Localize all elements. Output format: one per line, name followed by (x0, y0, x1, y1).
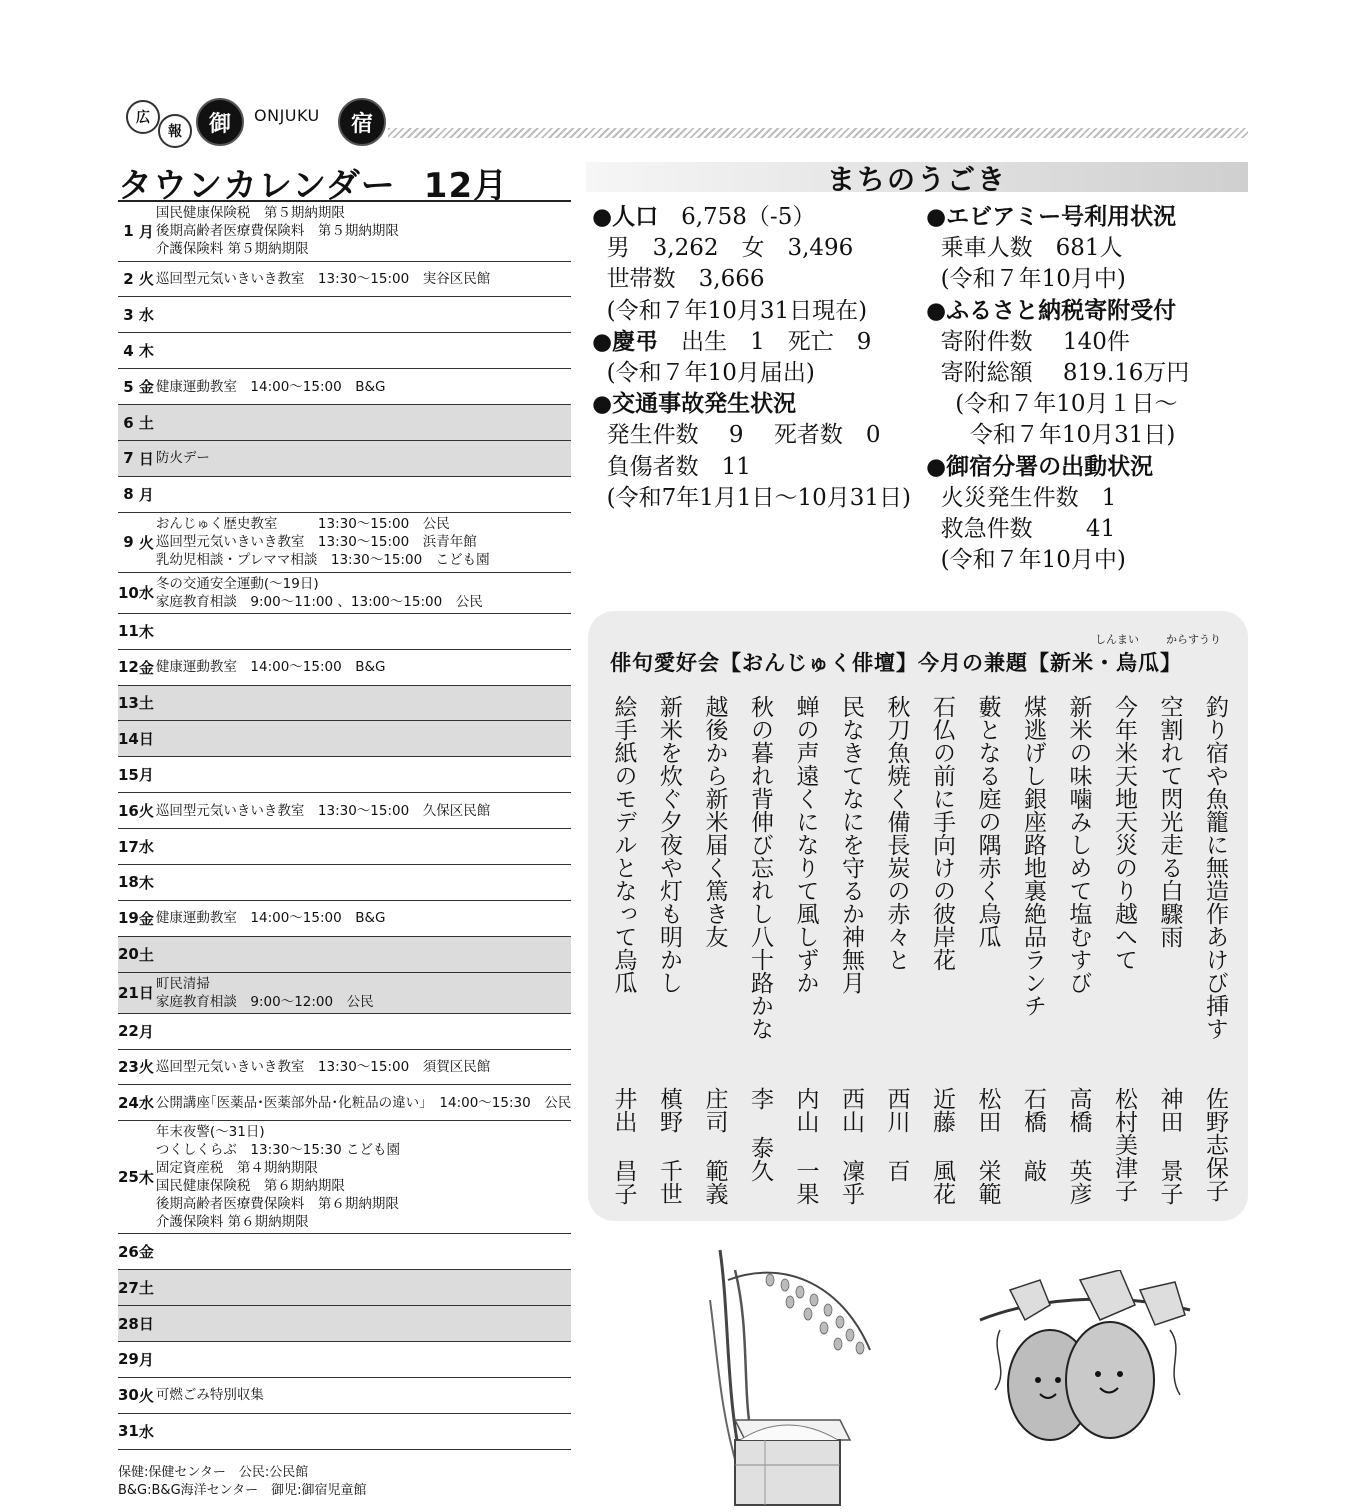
calendar-day: 7 (118, 440, 139, 476)
haiku-author: 佐野志保子 (1202, 1087, 1228, 1202)
calendar-weekday: 水 (139, 1413, 154, 1449)
haiku-author: 庄司 範義 (701, 1087, 728, 1205)
calendar-events: 公開講座｢医薬品･医薬部外品･化粧品の違い｣ 14:00～15:30 公民 (154, 1085, 571, 1121)
rice-illustration (690, 1240, 890, 1510)
haiku-poem: 越後から新米届く篤き友 (701, 695, 728, 948)
calendar-day: 26 (118, 1234, 139, 1270)
movement-value: 乗車人数 681人 (926, 235, 1123, 262)
calendar-row (118, 793, 571, 829)
header-hatch (388, 128, 1248, 138)
movement-line (926, 358, 1189, 389)
movement-line (592, 389, 911, 420)
movement-heading: ●エビアミー号利用状況 (926, 204, 1177, 230)
calendar-events: 町民清掃 家庭教育相談 9:00～12:00 公民 (154, 972, 571, 1013)
movement-heading: ●ふるさと納税寄附受付 (926, 297, 1177, 324)
calendar-day: 9 (118, 512, 139, 572)
calendar-month: 12月 (423, 166, 509, 206)
calendar-row (118, 972, 571, 1013)
movement-left-column (592, 202, 911, 514)
calendar-weekday: 水 (139, 572, 154, 613)
haiku-poem: 蝉の声遠くになりて風しずか (792, 695, 819, 994)
calendar-weekday: 土 (139, 936, 154, 972)
calendar-row (118, 900, 571, 936)
calendar-weekday: 金 (139, 369, 154, 405)
movement-line (926, 452, 1189, 483)
calendar-weekday: 火 (139, 1049, 154, 1085)
movement-value: (令和７年10月１日～ (926, 391, 1178, 418)
calendar-day: 18 (118, 864, 139, 900)
calendar-events (154, 1413, 571, 1449)
movement-value: (令和7年1月1日～10月31日) (592, 484, 912, 511)
calendar-events (154, 405, 571, 441)
calendar-weekday: 水 (139, 297, 154, 333)
haiku-author: 松村美津子 (1111, 1087, 1137, 1202)
movement-value: 負傷者数 11 (592, 453, 751, 480)
calendar-events (154, 1306, 571, 1342)
calendar-weekday: 月 (139, 1013, 154, 1049)
calendar-day: 8 (118, 476, 139, 512)
movement-line (592, 264, 911, 295)
haiku-author: 槙野 千世 (656, 1087, 682, 1205)
calendar-day: 30 (118, 1377, 139, 1413)
calendar-day: 1 (118, 201, 139, 261)
movement-value: 救急件数 41 (926, 516, 1116, 543)
calendar-row (118, 1341, 571, 1377)
calendar-weekday: 月 (139, 757, 154, 793)
haiku-author: 井出 昌子 (610, 1087, 637, 1205)
movement-line (926, 514, 1189, 545)
movement-line (926, 264, 1189, 295)
calendar-title-text: タウンカレンダー (118, 166, 396, 206)
calendar-weekday: 土 (139, 405, 154, 441)
calendar-events: 健康運動教室 14:00～15:00 B&G (154, 900, 571, 936)
haiku-ruby-shinmai: しんまい (1095, 633, 1139, 646)
calendar-weekday: 土 (139, 685, 154, 721)
calendar-day: 10 (118, 572, 139, 613)
calendar-row (118, 1377, 571, 1413)
calendar-day: 31 (118, 1413, 139, 1449)
calendar-row (118, 1049, 571, 1085)
movement-line (926, 545, 1189, 576)
calendar-weekday: 金 (139, 900, 154, 936)
haiku-author: 西川 百 (883, 1087, 910, 1182)
movement-line (592, 483, 911, 514)
haiku-author: 近藤 風花 (929, 1087, 955, 1205)
calendar-events (154, 297, 571, 333)
calendar-row (118, 1234, 571, 1270)
calendar-day: 28 (118, 1306, 139, 1342)
calendar-day: 21 (118, 972, 139, 1013)
haiku-poem: 秋の暮れ背伸び忘れし八十路かな (747, 695, 773, 1040)
calendar-events (154, 1341, 571, 1377)
haiku-author: 高橋 英彦 (1065, 1087, 1092, 1205)
calendar-weekday: 金 (139, 1234, 154, 1270)
calendar-day: 6 (118, 405, 139, 441)
calendar-day: 5 (118, 369, 139, 405)
calendar-events (154, 1234, 571, 1270)
calendar-weekday: 月 (139, 1341, 154, 1377)
calendar-row (118, 297, 571, 333)
calendar-events: 巡回型元気いきいき教室 13:30～15:00 久保区民館 (154, 793, 571, 829)
calendar-row (118, 369, 571, 405)
haiku-ruby-karasuuri: からすうり (1166, 633, 1221, 646)
haiku-poem: 民なきてなにを守るか神無月 (838, 695, 864, 994)
movement-line (926, 202, 1189, 233)
header-logo-on: 御 (196, 98, 244, 146)
calendar-day: 12 (118, 649, 139, 685)
header-koho-1: 広 (126, 100, 160, 134)
haiku-poem: 新米を炊ぐ夕夜や灯も明かし (656, 695, 682, 994)
calendar-footnote: 保健:保健センター 公民:公民館 B&G:B&G海洋センター 御児:御宿児童館 (118, 1465, 367, 1498)
header-logo-juku: 宿 (338, 98, 386, 146)
calendar-day: 23 (118, 1049, 139, 1085)
calendar-events: 可燃ごみ特別収集 (154, 1377, 571, 1413)
movement-value: 火災発生件数 1 (926, 484, 1117, 511)
calendar-weekday: 水 (139, 1085, 154, 1121)
calendar-day: 25 (118, 1121, 139, 1234)
calendar-row (118, 829, 571, 865)
haiku-poem: 釣り宿や魚籠に無造作あけび挿す (1202, 695, 1228, 1040)
calendar-events: 国民健康保険税 第５期納期限 後期高齢者医療費保険料 第５期納期限 介護保険料 第５期納期限 (154, 201, 571, 261)
movement-heading: ●御宿分署の出動状況 (926, 453, 1154, 480)
calendar-events (154, 721, 571, 757)
haiku-author: 李 泰久 (747, 1087, 773, 1182)
calendar-day: 19 (118, 900, 139, 936)
movement-value: 世帯数 3,666 (592, 266, 765, 293)
calendar-day: 4 (118, 333, 139, 369)
movement-line (592, 452, 911, 483)
calendar-events (154, 476, 571, 512)
calendar-weekday: 日 (139, 1306, 154, 1342)
movement-line (592, 296, 911, 327)
calendar-day: 27 (118, 1270, 139, 1306)
header-en: ONJUKU (254, 106, 320, 125)
movement-value: (令和７年10月31日現在) (592, 297, 868, 324)
calendar-events (154, 333, 571, 369)
calendar-events: 健康運動教室 14:00～15:00 B&G (154, 649, 571, 685)
haiku-author: 松田 栄範 (974, 1087, 1001, 1205)
haiku-title: 俳句愛好会【おんじゅく俳壇】今月の兼題【新米・烏瓜】 (610, 651, 1182, 675)
calendar-row (118, 201, 571, 261)
calendar-row (118, 1013, 571, 1049)
haiku-poem: 新米の味噛みしめて塩むすび (1065, 695, 1092, 994)
movement-value: 発生件数 9 死者数 0 (592, 422, 881, 449)
calendar-events: 防火デー (154, 440, 571, 476)
calendar-day: 2 (118, 261, 139, 297)
calendar-events: おんじゅく歴史教室 13:30～15:00 公民 巡回型元気いきいき教室 13:30～15:00 浜青年館 乳幼児相談・プレママ相談 13:30～15:00 こども園 (154, 512, 571, 572)
calendar-events: 冬の交通安全運動(～19日) 家庭教育相談 9:00～11:00 、13:00～15:00 公民 (154, 572, 571, 613)
calendar-day: 13 (118, 685, 139, 721)
movement-line (592, 202, 911, 233)
movement-line (592, 327, 911, 358)
calendar-row (118, 512, 571, 572)
calendar-table (118, 200, 571, 1450)
calendar-day: 3 (118, 297, 139, 333)
calendar-row (118, 476, 571, 512)
movement-right-column (926, 202, 1189, 576)
calendar-row (118, 333, 571, 369)
calendar-row (118, 685, 571, 721)
calendar-day: 29 (118, 1341, 139, 1377)
haiku-poem: 絵手紙のモデルとなって烏瓜 (610, 695, 637, 994)
movement-value: 寄附総額 819.16万円 (926, 360, 1190, 387)
calendar-day: 22 (118, 1013, 139, 1049)
calendar-events (154, 864, 571, 900)
calendar-weekday: 木 (139, 1121, 154, 1234)
haiku-poem: 煤逃げし銀座路地裏絶品ランチ (1020, 695, 1046, 1017)
calendar-row (118, 440, 571, 476)
calendar-events (154, 829, 571, 865)
haiku-poem: 藪となる庭の隅赤く烏瓜 (974, 695, 1001, 948)
movement-value: 出生 1 死亡 9 (658, 328, 872, 355)
calendar-events (154, 613, 571, 649)
movement-line (926, 233, 1189, 264)
movement-value: 6,758（-5） (658, 204, 816, 230)
movement-value: 男 3,262 女 3,496 (592, 235, 854, 262)
haiku-author: 石橋 敲 (1020, 1087, 1046, 1182)
calendar-row (118, 864, 571, 900)
movement-line (592, 420, 911, 451)
calendar-weekday: 月 (139, 201, 154, 261)
movement-line (592, 233, 911, 264)
movement-value: (令和７年10月届出) (592, 360, 815, 387)
calendar-row (118, 1306, 571, 1342)
movement-line (926, 296, 1189, 327)
calendar-row (118, 572, 571, 613)
movement-line (926, 389, 1189, 420)
haiku-author: 神田 景子 (1156, 1087, 1183, 1205)
haiku-poem: 秋刀魚焼く備長炭の赤々と (883, 695, 910, 971)
calendar-weekday: 木 (139, 864, 154, 900)
calendar-weekday: 火 (139, 512, 154, 572)
calendar-weekday: 金 (139, 649, 154, 685)
calendar-events: 巡回型元気いきいき教室 13:30～15:00 須賀区民館 (154, 1049, 571, 1085)
movement-line (592, 358, 911, 389)
calendar-row (118, 613, 571, 649)
calendar-events: 年末夜警(～31日) つくしくらぶ 13:30～15:30 こども園 固定資産税 第４期納期限 国民健康保険税 第６期納期限 後期高齢者医療費保険料 第６期納期限 介護保険料 第６期納期限 (154, 1121, 571, 1234)
calendar-day: 11 (118, 613, 139, 649)
calendar-events: 巡回型元気いきいき教室 13:30～15:00 実谷区民館 (154, 261, 571, 297)
calendar-day: 24 (118, 1085, 139, 1121)
calendar-row (118, 261, 571, 297)
calendar-weekday: 月 (139, 476, 154, 512)
calendar-row (118, 1121, 571, 1234)
calendar-row (118, 757, 571, 793)
calendar-weekday: 火 (139, 793, 154, 829)
calendar-row (118, 1085, 571, 1121)
movement-heading: ●人口 (592, 204, 659, 230)
calendar-events: 健康運動教室 14:00～15:00 B&G (154, 369, 571, 405)
movement-title: まちのうごき (826, 163, 1007, 196)
calendar-events (154, 1270, 571, 1306)
calendar-row (118, 936, 571, 972)
haiku-author: 内山 一果 (792, 1087, 819, 1205)
calendar-weekday: 土 (139, 1270, 154, 1306)
calendar-day: 16 (118, 793, 139, 829)
calendar-day: 17 (118, 829, 139, 865)
calendar-events (154, 936, 571, 972)
movement-value: (令和７年10月中) (926, 547, 1126, 574)
haiku-author: 西山 凜乎 (838, 1087, 864, 1205)
calendar-weekday: 火 (139, 261, 154, 297)
calendar-row (118, 721, 571, 757)
calendar-day: 15 (118, 757, 139, 793)
calendar-weekday: 木 (139, 613, 154, 649)
movement-value: 令和７年10月31日) (926, 422, 1176, 449)
movement-line (926, 483, 1189, 514)
movement-line (926, 327, 1189, 358)
calendar-events (154, 1013, 571, 1049)
karasuuri-illustration (970, 1270, 1200, 1450)
calendar-day: 20 (118, 936, 139, 972)
calendar-row (118, 1270, 571, 1306)
movement-line (926, 420, 1189, 451)
movement-value: 寄附件数 140件 (926, 328, 1130, 355)
calendar-weekday: 水 (139, 829, 154, 865)
calendar-weekday: 木 (139, 333, 154, 369)
calendar-events (154, 757, 571, 793)
calendar-weekday: 日 (139, 440, 154, 476)
haiku-poem: 今年米天地天災のり越へて (1111, 695, 1137, 971)
haiku-poem: 空割れて閃光走る白驟雨 (1156, 695, 1183, 948)
header-koho-2: 報 (158, 114, 192, 148)
calendar-weekday: 日 (139, 972, 154, 1013)
movement-heading: ●慶弔 (592, 328, 659, 355)
haiku-poem: 石仏の前に手向けの彼岸花 (929, 695, 955, 971)
calendar-row (118, 1413, 571, 1449)
calendar-row (118, 649, 571, 685)
haiku-box (588, 611, 1248, 1221)
calendar-weekday: 火 (139, 1377, 154, 1413)
calendar-row (118, 405, 571, 441)
header (118, 98, 1248, 144)
calendar-day: 14 (118, 721, 139, 757)
calendar-events (154, 685, 571, 721)
calendar-weekday: 日 (139, 721, 154, 757)
movement-heading: ●交通事故発生状況 (592, 391, 797, 418)
movement-value: (令和７年10月中) (926, 266, 1126, 293)
